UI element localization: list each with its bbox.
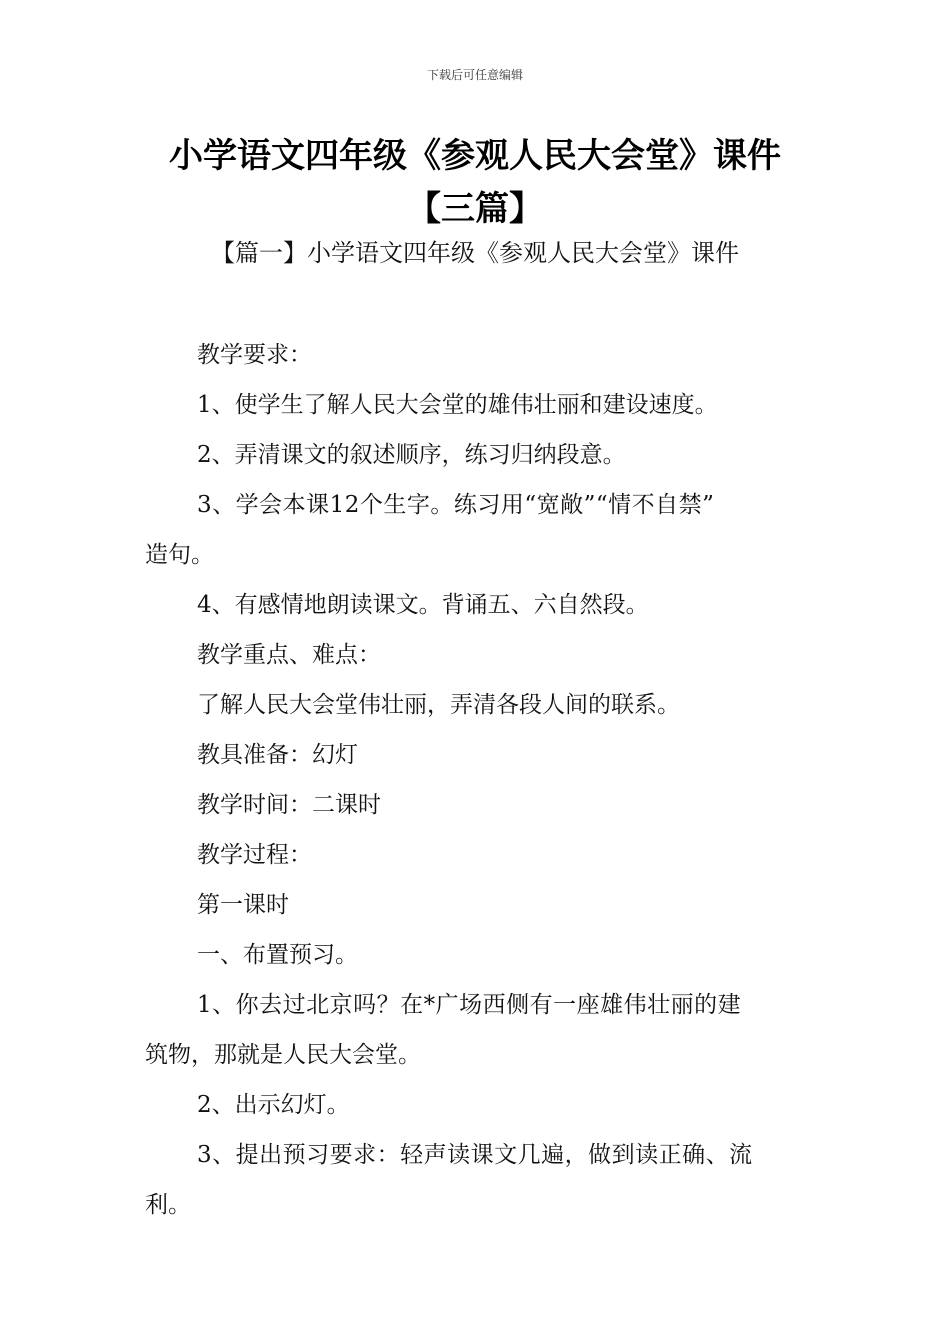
paragraph: 了解人民大会堂伟壮丽，弄清各段人间的联系。 xyxy=(197,692,680,718)
paragraph: 2、出示幻灯。 xyxy=(197,1092,350,1118)
paragraph: 2、弄清课文的叙述顺序，练习归纳段意。 xyxy=(197,442,626,468)
paragraph: 3、提出预习要求：轻声读课文几遍，做到读正确、流 xyxy=(197,1142,753,1168)
paragraph: 4、有感情地朗读课文。背诵五、六自然段。 xyxy=(197,592,649,618)
paragraph-teaching-process: 教学过程： xyxy=(197,842,312,868)
paragraph: 1、使学生了解人民大会堂的雄伟壮丽和建设速度。 xyxy=(197,392,718,418)
paragraph: 1、你去过北京吗？在*广场西侧有一座雄伟壮丽的建 xyxy=(197,992,742,1018)
paragraph-key-points: 教学重点、难点： xyxy=(197,642,381,668)
paragraph-first-lesson: 第一课时 xyxy=(197,892,289,918)
paragraph-teaching-time: 教学时间：二课时 xyxy=(197,792,381,818)
header-note: 下载后可任意编辑 xyxy=(426,68,523,82)
paragraph-continuation: 筑物，那就是人民大会堂。 xyxy=(145,1042,421,1068)
paragraph-teaching-requirements: 教学要求： xyxy=(197,342,312,368)
document-title-line-1: 小学语文四年级《参观人民大会堂》课件 xyxy=(169,136,781,176)
document-body xyxy=(145,330,810,1230)
paragraph-continuation: 造句。 xyxy=(145,542,214,568)
paragraph: 3、学会本课12个生字。练习用“宽敞”“情不自禁” xyxy=(197,492,715,518)
paragraph-preview-heading: 一、布置预习。 xyxy=(197,942,358,968)
document-title-line-2: 【三篇】 xyxy=(407,189,543,229)
section-subtitle: 【篇一】小学语文四年级《参观人民大会堂》课件 xyxy=(211,239,739,267)
paragraph-teaching-aids: 教具准备：幻灯 xyxy=(197,742,358,768)
paragraph-continuation: 利。 xyxy=(145,1192,191,1218)
